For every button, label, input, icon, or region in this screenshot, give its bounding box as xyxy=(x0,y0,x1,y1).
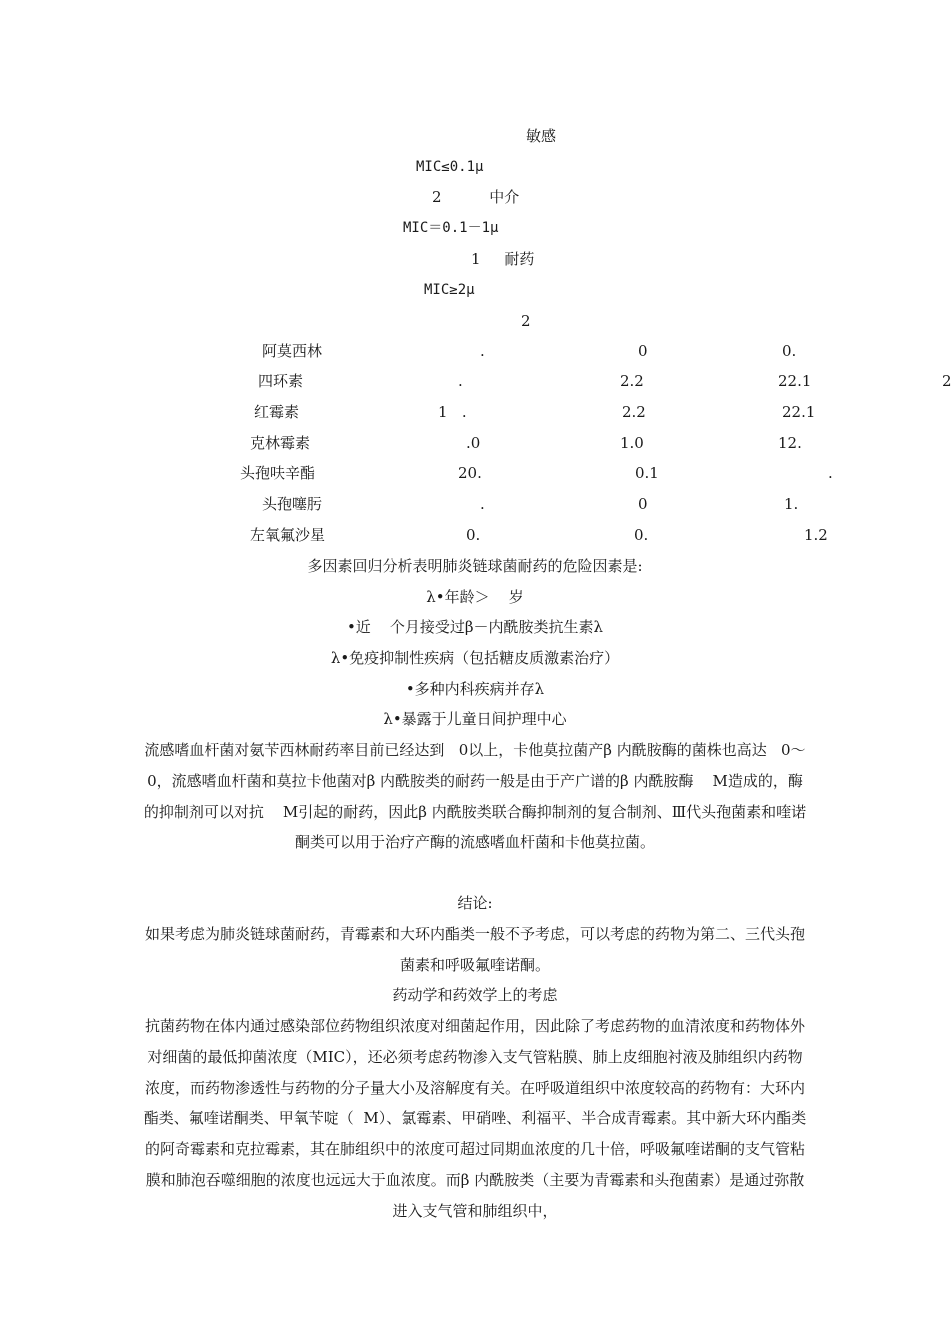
drug-name: 四环素 xyxy=(258,372,304,390)
drug-value-1: 20. xyxy=(458,464,482,482)
paragraph-conclusion: 如果考虑为肺炎链球菌耐药，青霉素和大环内酯类一般不予考虑，可以考虑的药物为第二、三代头孢菌素和呼吸氟喹诺酮。 xyxy=(144,925,805,974)
drug-name: 头孢呋辛酯 xyxy=(240,464,316,482)
header-line-sensitive: 敏感 xyxy=(526,127,557,145)
drug-value-4: 2 xyxy=(942,372,952,390)
drug-value-1: 1 . xyxy=(438,403,467,421)
risk-item-daycare: λ•暴露于儿童日间护理中心 xyxy=(383,710,567,728)
drug-value-2: 2.2 xyxy=(620,372,644,390)
header-line-2: 2 xyxy=(521,312,531,330)
drug-value-2: 0. xyxy=(634,526,649,544)
header-line-intermediate: 2 中介 xyxy=(432,188,520,206)
drug-value-2: 2.2 xyxy=(622,403,646,421)
drug-value-2: 1.0 xyxy=(620,434,644,452)
drug-value-1: . xyxy=(458,372,463,390)
drug-value-1: .0 xyxy=(466,434,481,452)
drug-value-2: 0 xyxy=(638,342,648,360)
drug-value-3: 1. xyxy=(784,495,799,513)
header-line-mic-2: MIC＝0.1－1μ xyxy=(403,220,499,236)
risk-item-immunosuppression: λ•免疫抑制性疾病（包括糖皮质激素治疗） xyxy=(330,649,620,667)
drug-value-1: 0. xyxy=(466,526,481,544)
drug-name: 克林霉素 xyxy=(250,434,311,452)
risk-title: 多因素回归分析表明肺炎链球菌耐药的危险因素是: xyxy=(307,557,643,575)
drug-value-3: 0. xyxy=(782,342,797,360)
drug-value-3: 1.2 xyxy=(804,526,828,544)
drug-name: 左氧氟沙星 xyxy=(250,526,326,544)
drug-name: 头孢噻肟 xyxy=(262,495,323,513)
drug-value-1: . xyxy=(480,342,485,360)
drug-name: 阿莫西林 xyxy=(262,342,323,360)
drug-value-3: 22.1 xyxy=(778,372,812,390)
section-title: 药动学和药效学上的考虑 xyxy=(392,986,558,1004)
drug-value-3: 22.1 xyxy=(782,403,816,421)
paragraph-pkpd: 抗菌药物在体内通过感染部位药物组织浓度对细菌起作用，因此除了考虑药物的血清浓度和药物体外对细菌的最低抑菌浓度（MIC），还必须考虑药物渗入支气管粘膜、肺上皮细胞衬液及肺组织内药物浓度，而药物渗透性与药物的分子量大小及溶解度有关。在呼吸道组织中浓度较高的药物有：大环内酯类、氟喹诺酮类、甲氧苄啶（ M）、氯霉素、甲硝唑、利福平、半合成青霉素。其中新大环内酯类的阿奇霉素和克拉霉素，其在肺组织中的浓度可超过同期血浓度的几十倍，呼吸氟喹诺酮的支气管粘膜和肺泡吞噬细胞的浓度也远远大于血浓度。而β 内酰胺类（主要为青霉素和头孢菌素）是通过弥散进入支气管和肺组织中， xyxy=(143,1017,807,1220)
header-line-resistant: 1 耐药 xyxy=(471,250,535,268)
drug-value-3: 12. xyxy=(778,434,802,452)
drug-value-2: 0 xyxy=(638,495,648,513)
drug-value-1: . xyxy=(480,495,485,513)
risk-item-age: λ•年龄＞ 岁 xyxy=(426,588,524,606)
paragraph-haemophilus: 流感嗜血杆菌对氨苄西林耐药率目前已经达到 0以上，卡他莫拉菌产β 内酰胺酶的菌株也高达 0～ 0，流感嗜血杆菌和莫拉卡他菌对β 内酰胺类的耐药一般是由于产广谱的β 内酰胺酶 M造成的，酶的抑制剂可以对抗 M引起的耐药，因此β 内酰胺类联合酶抑制剂的复合制剂、Ⅲ代头孢菌素和喹诺酮类可以用于治疗产酶的流感嗜血杆菌和卡他莫拉菌。 xyxy=(143,741,816,852)
header-line-mic-3: MIC≥2μ xyxy=(424,282,475,298)
drug-value-3: . xyxy=(828,464,833,482)
risk-item-comorbidity: •多种内科疾病并存λ xyxy=(405,680,545,698)
drug-value-2: 0.1 xyxy=(635,464,659,482)
conclusion-title: 结论: xyxy=(457,894,493,912)
header-line-mic-1: MIC≤0.1μ xyxy=(416,159,484,175)
risk-item-antibiotics: •近 个月接受过β－内酰胺类抗生素λ xyxy=(346,618,604,636)
drug-name: 红霉素 xyxy=(254,403,300,421)
